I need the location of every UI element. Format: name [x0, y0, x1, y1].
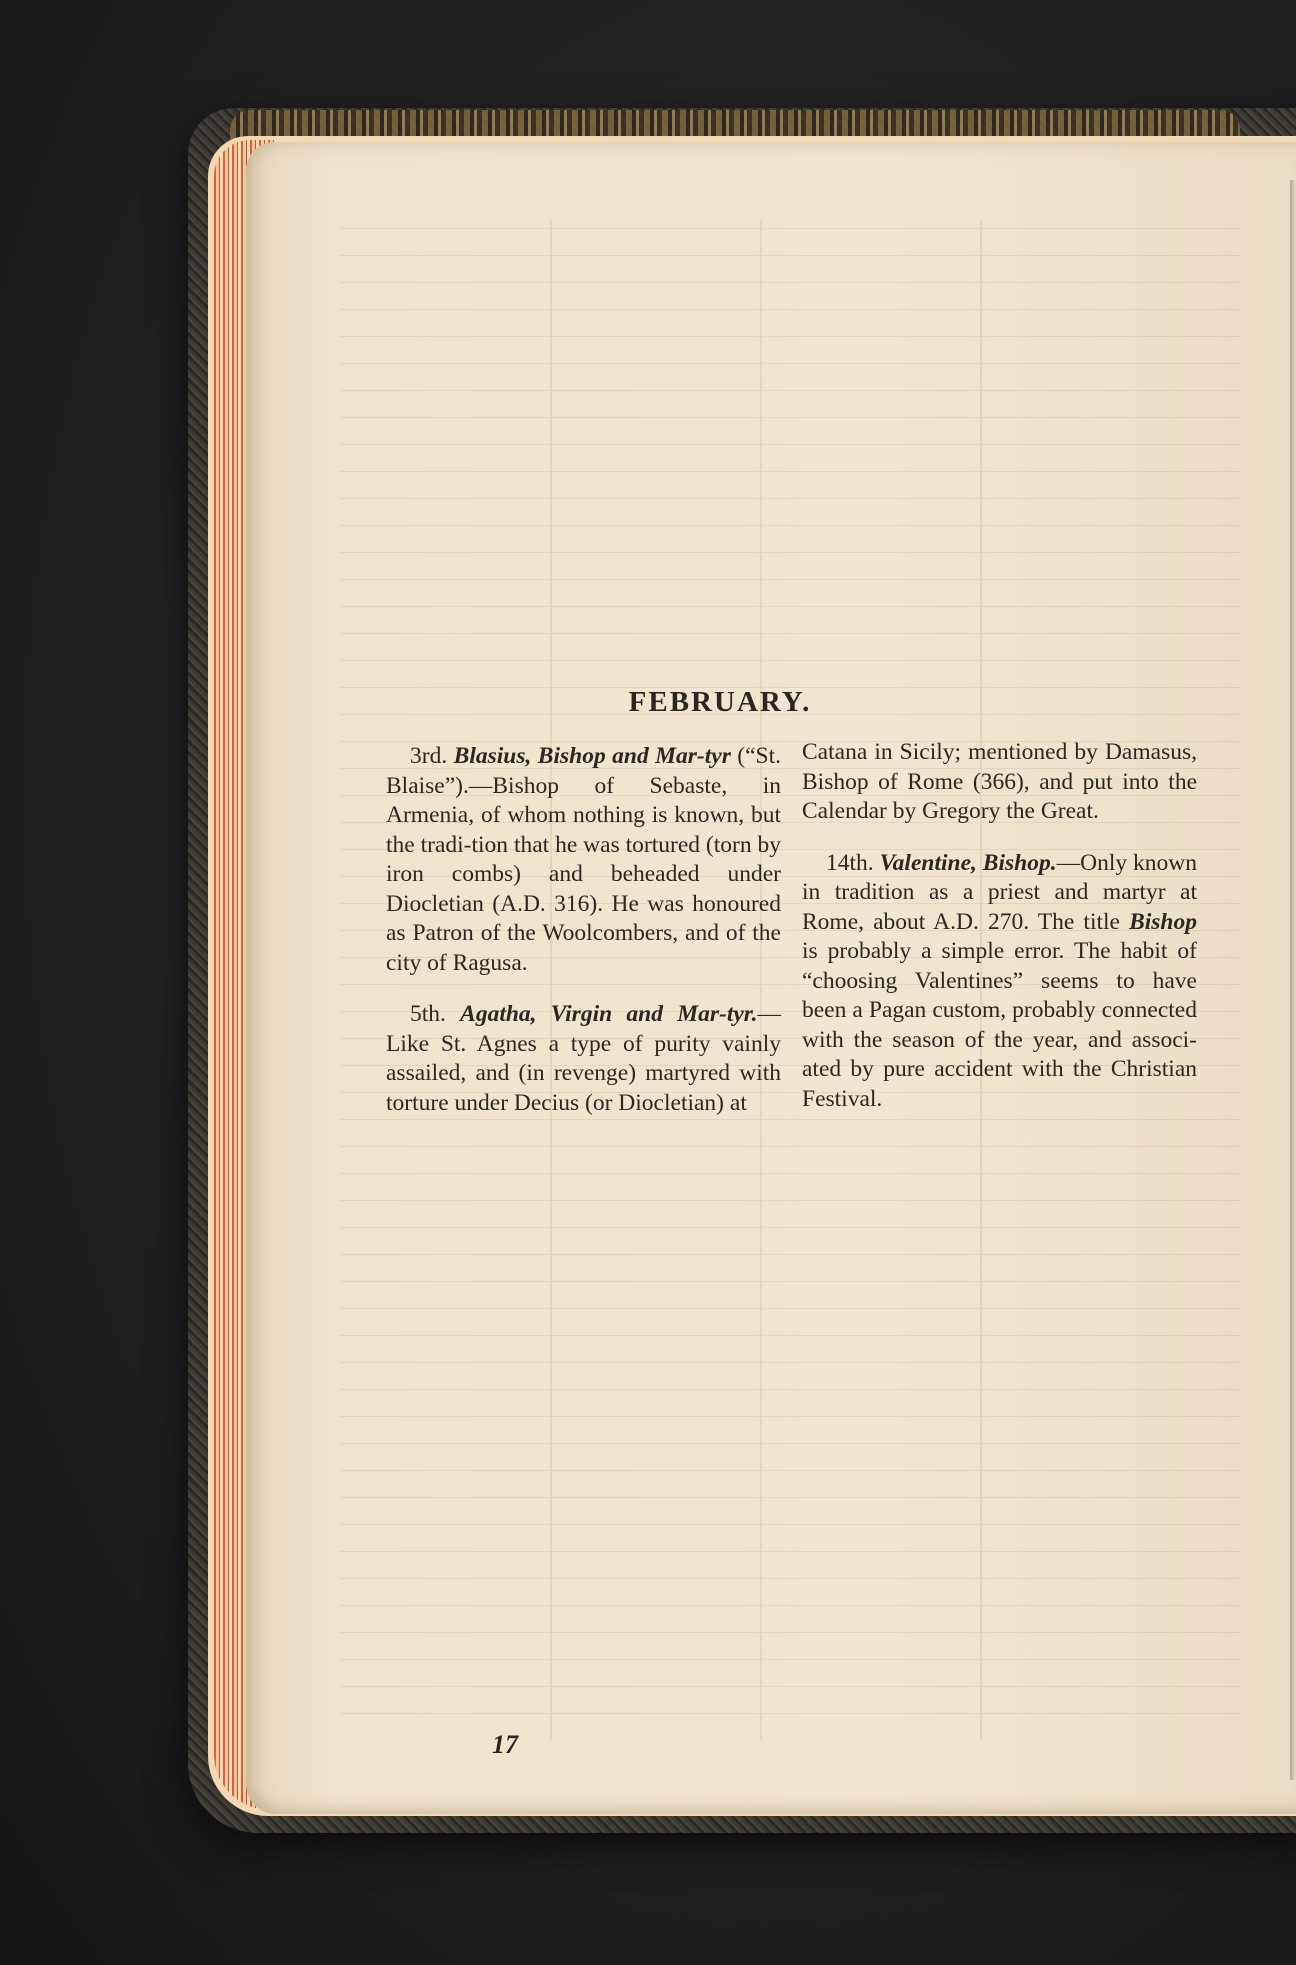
page-number: 17: [492, 1730, 518, 1759]
entry-text: —Like St. Agnes a type of purity vainly assailed, and (in revenge) martyred with torture under Decius (or Diocletian) at: [386, 1001, 781, 1116]
entry-text: is probably a simple error. The habit of “choosing Valentines” seems to have been a Pagan custom, probably connected with the season of the year, and associ-ated by pure accident with the Christian Festival.: [802, 938, 1197, 1112]
entry-name: Blasius, Bishop and Mar-tyr: [453, 743, 731, 769]
entry-blasius: [386, 742, 781, 978]
entry-day: 3rd.: [410, 743, 448, 769]
right-column: [802, 738, 1197, 1136]
entry-text: (“St. Blaise”).—Bishop of Sebaste, in Armenia, of whom nothing is known, but the tradi-tion that he was tortured (torn by iron combs) and beheaded under Diocletian (A.D. 316). He was honoured as Patron of the Woolcombers, and of the city of Ragusa.: [386, 743, 781, 976]
entry-text: —Only known in tradition as a priest and martyr at Rome, about A.D. 270. The title: [802, 849, 1198, 935]
entry-day: 5th.: [410, 1001, 446, 1027]
entry-day: 14th.: [826, 849, 874, 876]
entry-agatha-continued: Catana in Sicily; mentioned by Damasus, Bishop of Rome (366), and put into the Calendar by Gregory the Great.: [802, 739, 1197, 824]
entry-valentine: [802, 849, 1197, 1115]
page-heading: FEBRUARY.: [628, 686, 812, 718]
page-crease: [1290, 180, 1296, 1780]
entry-name: Agatha, Virgin and Mar-tyr.: [460, 1001, 758, 1027]
entry-name: Valentine, Bishop.: [879, 849, 1057, 876]
entry-title-word: Bishop: [1129, 908, 1197, 935]
entry-agatha: [386, 1000, 781, 1118]
left-column: [386, 742, 781, 1140]
